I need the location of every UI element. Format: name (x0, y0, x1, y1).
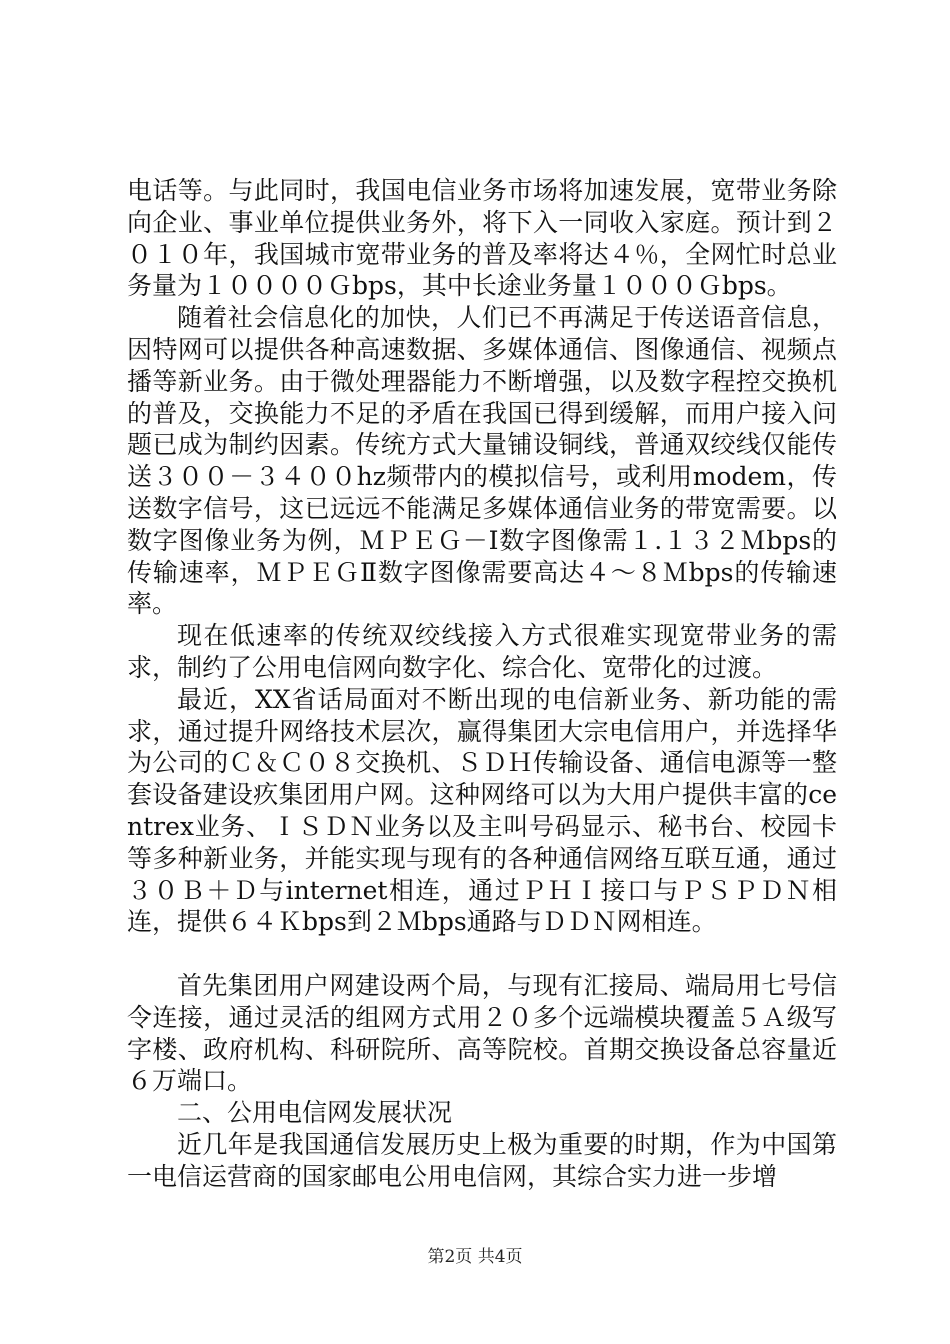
paragraph-5: 首先集团用户网建设两个局，与现有汇接局、端局用七号信令连接，通过灵活的组网方式用２０多个远端模块覆盖５Ａ级写字楼、政府机构、科研院所、高等院校。首期交换设备总容量近６万端口。 (127, 970, 837, 1096)
page-number-footer: 第2页 共4页 (427, 1247, 523, 1267)
paragraph-4: 最近，XX省话局面对不断出现的电信新业务、新功能的需求，通过提升网络技术层次，赢得集团大宗电信用户，并选择华为公司的Ｃ＆Ｃ０８交换机、ＳＤＨ传输设备、通信电源等一整套设备建设疚集团用户网。这种网络可以为大用户提供丰富的centrex业务、ＩＳＤＮ业务以及主叫号码显示、秘书台、校园卡等多种新业务，并能实现与现有的各种通信网络互联互通，通过３０Ｂ＋Ｄ与internet相连，通过ＰＨＩ接口与ＰＳＰＤＮ相连，提供６４Ｋbps到２Ｍbps通路与ＤＤＮ网相连。 (127, 684, 837, 937)
paragraph-6: 近几年是我国通信发展历史上极为重要的时期，作为中国第一电信运营商的国家邮电公用电信网，其综合实力进一步增 (127, 1129, 837, 1191)
section-heading: 二、公用电信网发展状况 (177, 1098, 453, 1128)
paragraph-1: 电话等。与此同时，我国电信业务市场将加速发展，宽带业务除向企业、事业单位提供业务外，将下入一同收入家庭。预计到２０１０年，我国城市宽带业务的普及率将达４％，全网忙时总业务量为１００００Ｇbps，其中长途业务量１０００Ｇbps。 (127, 176, 837, 301)
paragraph-3: 现在低速率的传统双绞线接入方式很难实现宽带业务的需求，制约了公用电信网向数字化、综合化、宽带化的过渡。 (127, 621, 837, 682)
document-body (127, 175, 837, 1193)
paragraph-2: 随着社会信息化的加快，人们已不再满足于传送语音信息，因特网可以提供各种高速数据、多媒体通信、图像通信、视频点播等新业务。由于微处理器能力不断增强，以及数字程控交换机的普及，交换能力不足的矛盾在我国已得到缓解，而用户接入问题已成为制约因素。传统方式大量铺设铜线，普通双绞线仅能传送３００－３４００hz频带内的模拟信号，或利用modem，传送数字信号，这已远远不能满足多媒体通信业务的带宽需要。以数字图像业务为例，ＭＰＥＧ－Ⅰ数字图像需１.１３２Ｍbps的传输速率，ＭＰＥＧⅡ数字图像需要高达４～８Ｍbps的传输速率。 (127, 303, 837, 619)
